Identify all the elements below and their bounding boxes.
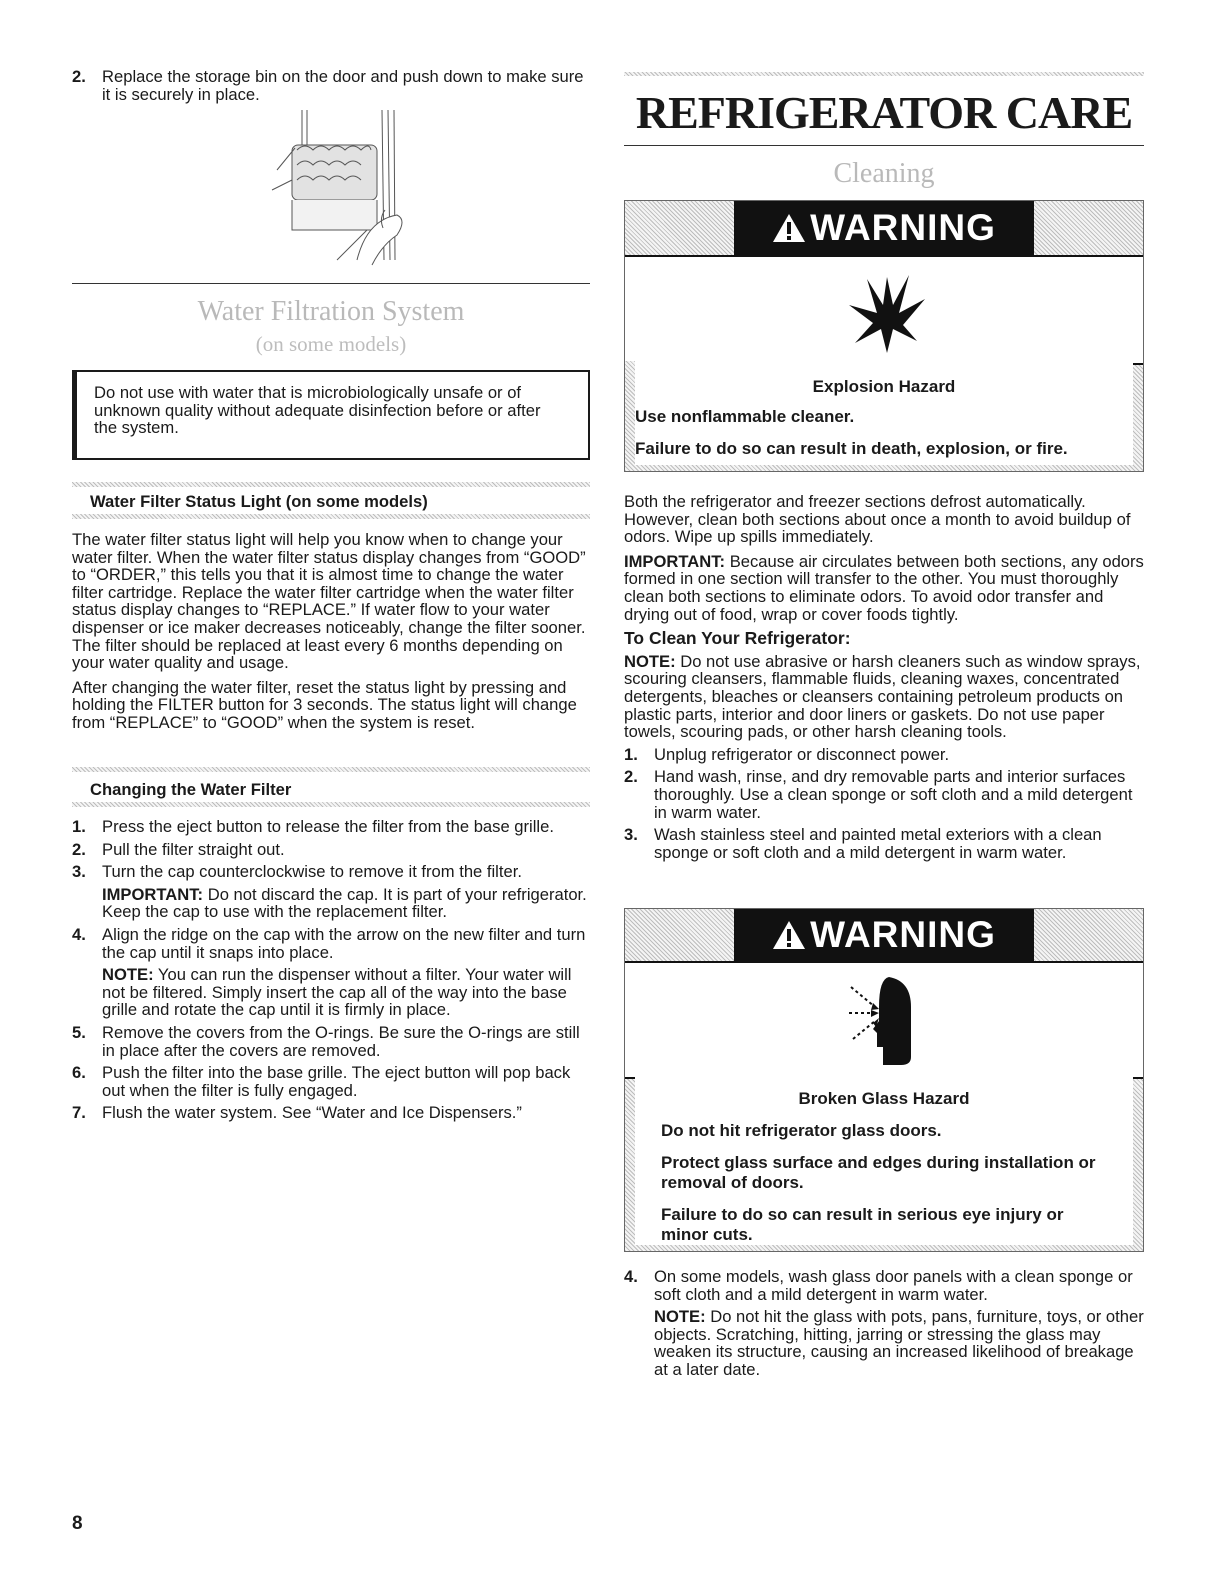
paragraph: After changing the water filter, reset the status light by pressing and holding the FILTER button for 3 seconds. The status light will change from “REPLACE” to “GOOD” when the system is reset. [72, 677, 577, 732]
step-text: Push the filter into the base grille. The eject button will pop back out when the filter is fully engaged. [102, 1063, 571, 1100]
paragraph [624, 553, 1144, 623]
list-item [624, 826, 1144, 861]
paragraph: The water filter status light will help you know when to change your water filter. When the water filter status display changes from “GOOD” to “ORDER,” this tells you that it is almost time to change the water filter cartridge. Replace the water filter cartridge when the water filter status display changes to “REPLACE.” If water flow to your water dispenser or ice maker decreases noticeably, change the filter sooner. The filter should be replaced at least every 6 months depending on your water quality and usage. [72, 530, 586, 673]
step-text: Press the eject button to release the filter from the base grille. [102, 817, 554, 836]
glass-step [624, 1268, 1144, 1384]
page-title: REFRIGERATOR CARE [635, 87, 1133, 138]
step-text: Hand wash, rinse, and dry removable parts and interior surfaces thoroughly. Use a clean sponge or soft cloth and a mild detergent in warm water. [654, 767, 1133, 822]
list-item [72, 1104, 590, 1122]
list-item [72, 926, 590, 1019]
step-number: 4. [624, 1267, 638, 1286]
warning-banner [734, 909, 1034, 961]
notice-box [72, 370, 590, 460]
warning-label: WARNING [810, 207, 996, 248]
section-subtitle: (on some models) [255, 332, 407, 356]
divider [72, 802, 590, 807]
note-text: Do not use abrasive or harsh cleaners such as window sprays, scouring cleansers, flammable fluids, cleaning waxes, concentrated detergents, bleaches or cleansers containing petroleum products on plastic parts, interior and door liners or gaskets. Do not use paper towels, scouring pads, or other harsh cleaning tools. [624, 651, 1141, 742]
important-label: IMPORTANT: [624, 551, 726, 571]
cleaning-text [624, 493, 1144, 866]
list-item [624, 1268, 1144, 1379]
step-note [102, 966, 590, 1019]
step-text: Replace the storage bin on the door and push down to make sure it is securely in place. [102, 67, 584, 104]
warning-line: Do not hit refrigerator glass doors. [661, 1121, 942, 1140]
hazard-title: Broken Glass Hazard [798, 1089, 970, 1108]
cleaning-steps [624, 746, 1144, 862]
paragraph [624, 653, 1144, 741]
list-item [72, 841, 590, 859]
eye-injury-icon [843, 973, 923, 1067]
warning-text [635, 361, 1133, 465]
page-number: 8 [72, 1513, 83, 1534]
alert-triangle-icon [772, 920, 806, 950]
step-number: 7. [72, 1103, 86, 1123]
step-number: 1. [72, 817, 86, 836]
warning-text [635, 1075, 1133, 1245]
note-label: NOTE: [624, 651, 676, 671]
note-text: You can run the dispenser without a filter. Your water will not be filtered. Simply insert the cap all of the way into the base grille and rotate the cap until it is firmly in place. [102, 965, 572, 1020]
warning-icon-panel [625, 255, 1143, 365]
note-text: Do not discard the cap. It is part of your refrigerator. Keep the cap to use with the replacement filter. [102, 884, 587, 922]
storage-bin-step [72, 68, 590, 108]
warning-box [624, 200, 1144, 472]
note-label: NOTE: [102, 965, 154, 985]
step-number: 2. [72, 839, 86, 859]
list-item [72, 1064, 590, 1099]
paragraph: Both the refrigerator and freezer sections defrost automatically. However, clean both sections about once a month to avoid buildup of odors. Wipe up spills immediately. [624, 492, 1131, 547]
warning-banner [734, 201, 1034, 255]
note-label: NOTE: [654, 1307, 706, 1327]
divider [624, 145, 1144, 146]
list-item [72, 818, 590, 836]
warning-header [625, 201, 1143, 255]
subsection-heading: Water Filter Status Light (on some models) [90, 492, 428, 511]
step-number: 2. [72, 67, 86, 86]
warning-line: Failure to do so can result in serious eye injury or minor cuts. [661, 1205, 1064, 1244]
warning-label: WARNING [810, 914, 996, 955]
list-item [72, 1024, 590, 1059]
warning-line: Protect glass surface and edges during installation or removal of doors. [661, 1153, 1096, 1192]
alert-triangle-icon [772, 213, 806, 243]
step-number: 5. [72, 1022, 86, 1042]
step-number: 4. [72, 924, 86, 944]
note-label: IMPORTANT: [102, 884, 204, 904]
warning-header [625, 909, 1143, 961]
warning-line: Use nonflammable cleaner. [635, 407, 855, 426]
step-text: Pull the filter straight out. [102, 839, 285, 859]
step-number: 3. [624, 825, 638, 845]
warning-line: Failure to do so can result in death, explosion, or fire. [635, 439, 1068, 458]
step-text: Flush the water system. See “Water and Ice Dispensers.” [102, 1103, 522, 1123]
note-text: Do not hit the glass with pots, pans, furniture, toys, or other objects. Scratching, hitting, jarring or stressing the glass may weaken its structure, causing an increased likelihood of breakage at a later date. [654, 1307, 1144, 1379]
subsection-heading: Changing the Water Filter [90, 780, 292, 799]
step-number: 2. [624, 767, 638, 787]
section-title: Water Filtration System [197, 296, 465, 327]
notice-text: Do not use with water that is microbiologically unsafe or of unknown quality without adequate disinfection before or after the system. [94, 383, 541, 438]
hazard-title: Explosion Hazard [812, 377, 956, 396]
warning-icon-panel [625, 961, 1143, 1079]
status-light-text [72, 531, 590, 732]
step-text: Remove the covers from the O-rings. Be sure the O-rings are still in place after the covers are removed. [102, 1022, 580, 1060]
step-number: 3. [72, 862, 86, 882]
filter-steps [72, 818, 590, 1127]
important-text: Because air circulates between both sections, any odors formed in one section will transfer to the other. You must thoroughly clean both sections to eliminate odors. To avoid odor transfer and drying out of food, wrap or cover foods tightly. [624, 551, 1144, 624]
divider [624, 72, 1144, 76]
step-text: Turn the cap counterclockwise to remove it from the filter. [102, 862, 522, 882]
step-note [102, 886, 590, 921]
list-item [72, 863, 590, 921]
step-text: On some models, wash glass door panels with a clean sponge or soft cloth and a mild detergent in warm water. [654, 1267, 1133, 1304]
storage-bin-illustration [267, 110, 417, 270]
divider [72, 283, 590, 284]
subsection-heading: To Clean Your Refrigerator: [624, 628, 851, 649]
warning-box [624, 908, 1144, 1252]
step-text: Unplug refrigerator or disconnect power. [654, 744, 950, 764]
divider [72, 514, 590, 519]
list-item [624, 768, 1144, 821]
divider [72, 482, 590, 487]
list-item [72, 68, 590, 103]
step-text: Wash stainless steel and painted metal exteriors with a clean sponge or soft cloth and a mild detergent in warm water. [654, 825, 1102, 862]
explosion-icon [847, 265, 927, 355]
step-number: 6. [72, 1063, 86, 1083]
section-title: Cleaning [833, 158, 935, 189]
step-text: Align the ridge on the cap with the arrow on the new filter and turn the cap until it snaps into place. [102, 924, 586, 962]
divider [72, 767, 590, 772]
step-number: 1. [624, 744, 638, 764]
step-note [654, 1308, 1144, 1378]
list-item [624, 746, 1144, 764]
